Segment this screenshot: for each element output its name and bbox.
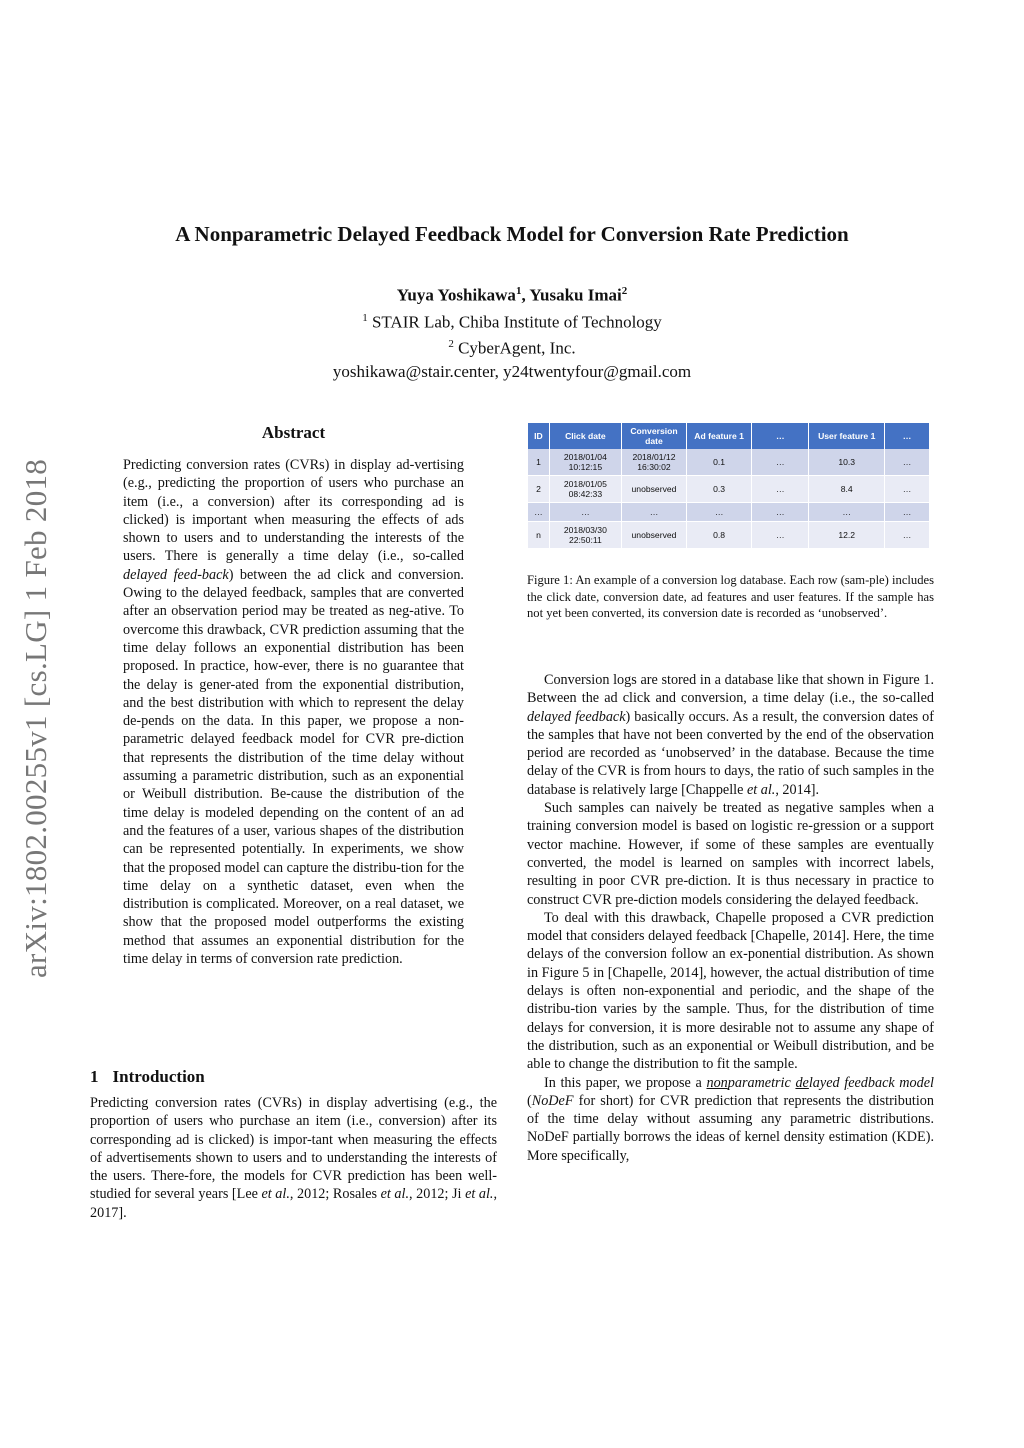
table-header-cell: … [885,423,930,449]
abstract-text-1: Predicting conversion rates (CVRs) in display ad-vertising (e.g., predicting the proportion of users who purchase an item (i.e., a conversion) after its corresponding ad is clicked) is important when measuring the effects of ads shown to users and to understanding the interests of the users. There is generally a time delay (i.e., so-called [123,457,464,565]
abstract-paragraph [123,456,464,968]
author-block [0,280,1024,383]
paragraph-text: Conversion logs are stored in a database like that shown in Figure 1. Between the ad click and conversion, a time delay (i.e., the so-called [527,672,934,707]
table-cell: 0.3 [687,476,752,503]
model-name-underline: de [795,1074,809,1091]
table-row [528,522,930,549]
table-cell: … [752,522,809,549]
table-header-cell: Click date [549,423,621,449]
section-title: Introduction [112,1067,205,1086]
model-name-part: eedback model [848,1074,934,1091]
section-number: 1 [90,1067,99,1086]
table-cell: … [885,449,930,476]
author-names [0,280,1024,307]
model-name-underline: non [706,1074,728,1091]
table-cell: n [528,522,549,549]
intro-text-3: , 2012; Ji [409,1186,466,1203]
abstract-text-2: ) between the ad click and conversion. Owing to the delayed feedback, samples that are converted after an observation period may be treated as neg-ative. To overcome this drawback, CVR prediction assuming that the time delay follows an exponential distribution has been proposed. In practice, how-ever, there is no guarantee that the delay is gener-ated from the exponential distribution, and the best distribution with which to represent the delay de-pends on the data. In this paper, we propose a non-parametric delayed feedback model for CVR pre-diction that represents the distribution of the time delay without assuming a parametric distribution, such as an exponential or Weibull distribution. Be-cause the distribution of the time delay is modeled depending on the content of an ad and the features of a user, various shapes of the distribution can be represented potentially. In experiments, we show that the proposed model can capture the distribu-tion for the time delay on a synthetic dataset, even when the distribution is complicated. Moreover, on a real dataset, we show that the proposed model outperforms the existing method that assumes an exponential distribution for the time delay in terms of conversion rate prediction. [123,566,464,968]
table-header-cell: ID [528,423,549,449]
table-cell: 1 [528,449,549,476]
table-cell: 0.8 [687,522,752,549]
paper-title: A Nonparametric Delayed Feedback Model for Conversion Rate Prediction [175,222,849,246]
table-header-cell: … [752,423,809,449]
table-cell: unobserved [621,476,686,503]
abstract-emphasis: delayed feed-back [123,566,229,583]
section-heading-introduction [90,1067,205,1087]
figure-caption: Figure 1: An example of a conversion log database. Each row (sam-ple) includes the click date, conversion date, ad features and user features. If the sample has not yet been converted, its conversion date is recorded as ‘unobserved’. [527,573,934,621]
table-header-row [528,423,930,449]
table-cell: 2018/01/04 10:12:15 [549,449,621,476]
paragraph: Such samples can naively be treated as negative samples when a training conversion model is based on logistic re-gression or a support vector machine. However, if some of these samples are eventually converted, the model is learned on samples with incorrect labels, resulting in poor CVR pre-diction. It is thus necessary in practice to construct CVR pre-diction models considering the delayed feedback. [527,800,934,908]
introduction-body [90,1094,497,1222]
paragraph-text: ) basically occurs. As a result, the conversion dates of the samples that have not been converted by the end of the observation period are recorded as ‘unobserved’ in the database. Because the time delay of the CVR is from hours to days, the ratio of such samples in the database is relatively large [Chappelle [527,708,934,798]
intro-etal-3: et al. [465,1186,494,1203]
table-cell: 2018/01/12 16:30:02 [621,449,686,476]
paragraph-text: ( [527,1092,532,1109]
table-cell: 10.3 [809,449,885,476]
table-cell: … [752,503,809,522]
author-1-mark: 1 [515,285,522,297]
paragraph-text: for short) for CVR prediction that represents the distribution of the time delay without assuming any parametric distributions. NoDeF partially borrows the ideas of kernel density estimation (KDE). More specifically, [527,1092,934,1164]
table-cell: 0.1 [687,449,752,476]
table-cell: … [687,503,752,522]
abstract-body [123,456,464,968]
model-name-part: parametric [727,1074,796,1091]
affiliation-1 [0,307,1024,334]
table-cell: … [885,503,930,522]
right-column-body [527,671,934,1165]
author-2: Yusaku Imai [529,285,622,305]
arxiv-watermark: arXiv:1802.00255v1 [cs.LG] 1 Feb 2018 [18,458,53,978]
intro-text-2: , 2012; Rosales [289,1186,381,1203]
table-cell: … [809,503,885,522]
table-cell: unobserved [621,522,686,549]
table-cell: 8.4 [809,476,885,503]
table-cell: 2 [528,476,549,503]
paragraph-etal: et al. [746,781,776,798]
affiliation-1-text: STAIR Lab, Chiba Institute of Technology [367,312,662,332]
paragraph: To deal with this drawback, Chapelle proposed a CVR prediction model that considers delayed feedback [Chapelle, 2014]. Here, the time delays of the conversion follow an ex-ponential distribution. As shown in Figure 5 in [Chapelle, 2014], however, the actual distribution of time delays is often non-exponential and periodic, and the shape of the distribu-tion varies by the sample. Thus, for the distribution of time delays for conversion, it is more desirable not to assume any shape of the distribution, such as an exponential or Weibull distribution, and be able to change the distribution to fit the sample. [527,909,934,1073]
paragraph [527,1074,934,1165]
model-name-underline: f [844,1074,849,1091]
model-abbreviation: NoDeF [531,1092,574,1109]
paragraph-emphasis: delayed feedback [527,708,626,725]
author-1: Yuya Yoshikawa [396,285,516,305]
table-cell: … [885,476,930,503]
table-cell: … [528,503,549,522]
intro-text-4: , 2017]. [90,1186,498,1221]
table-cell: 2018/01/05 08:42:33 [549,476,621,503]
abstract-heading: Abstract [261,423,326,442]
conversion-log-table [528,423,930,549]
table-row [528,449,930,476]
table-row [528,503,930,522]
table-cell: … [621,503,686,522]
model-name-part: layed [808,1074,845,1091]
affiliation-2 [0,333,1024,360]
intro-paragraph [90,1094,497,1222]
table-cell: 2018/03/30 22:50:11 [549,522,621,549]
table-cell: … [752,449,809,476]
author-2-mark: 2 [621,285,628,297]
intro-text-1: Predicting conversion rates (CVRs) in display advertising (e.g., the proportion of users who purchase an item (i.e., conversion) after its corresponding ad is clicked) is impor-tant when measuring the effects of advertisements shown to users and to understanding the interests of the users. There-fore, the models for CVR prediction has been well-studied for several years [Lee [90,1095,497,1203]
affiliation-1-mark: 1 [362,311,368,324]
table-header-cell: Conversion date [621,423,686,449]
table-cell: 12.2 [809,522,885,549]
author-emails: yoshikawa@stair.center, y24twentyfour@gmail.com [332,361,692,381]
paragraph-text: , 2014]. [775,781,820,798]
intro-etal-1: et al. [261,1186,290,1203]
table-cell: … [549,503,621,522]
intro-etal-2: et al. [380,1186,410,1203]
paragraph [527,671,934,799]
table-header-cell: Ad feature 1 [687,423,752,449]
affiliation-2-mark: 2 [448,338,454,351]
author-separator: , [521,285,530,305]
affiliation-2-text: CyberAgent, Inc. [453,338,576,358]
table-cell: … [885,522,930,549]
paragraph-text: In this paper, we propose a [544,1074,707,1091]
table-header-cell: User feature 1 [809,423,885,449]
table-cell: … [752,476,809,503]
table-row [528,476,930,503]
